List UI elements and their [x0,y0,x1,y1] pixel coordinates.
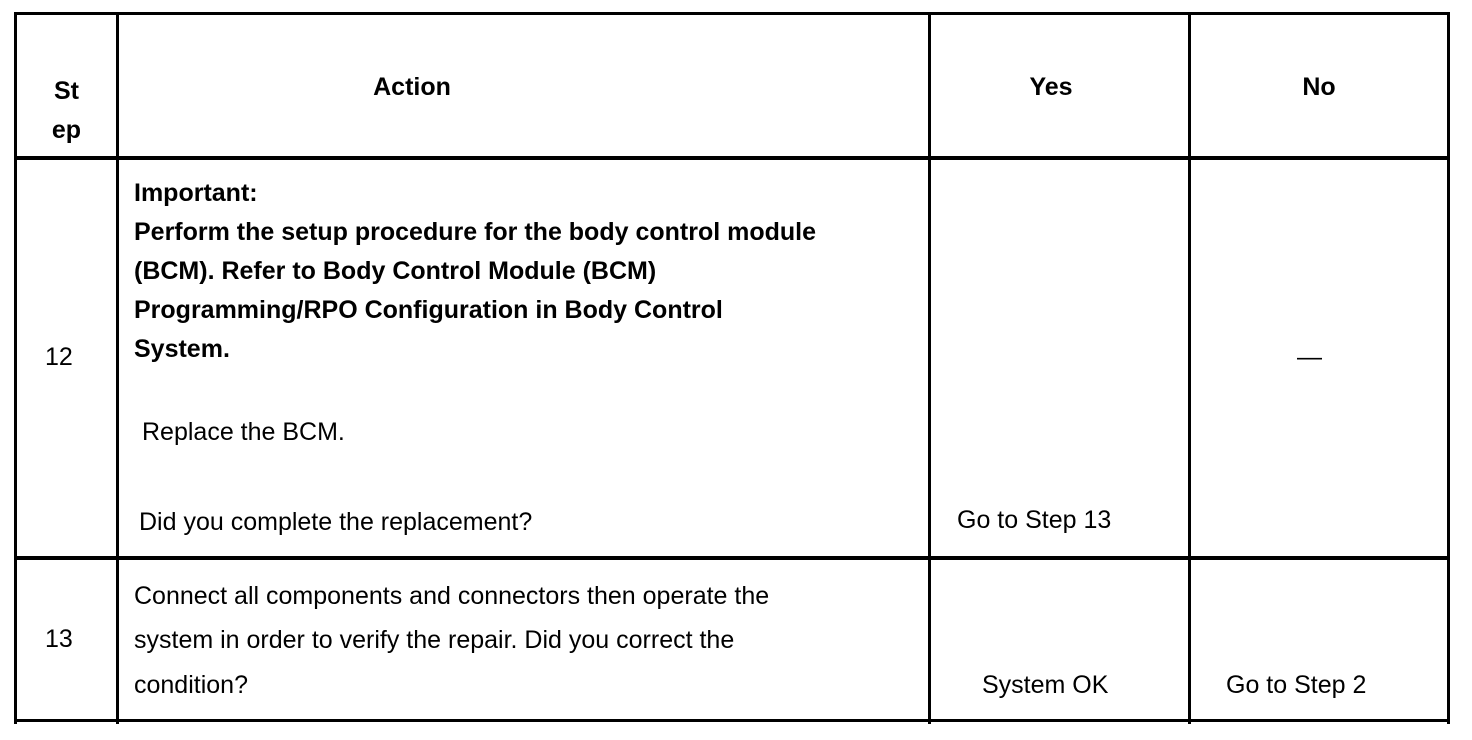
action-text-line: system in order to verify the repair. Did you correct the [134,626,735,654]
no-result-12: — [1297,343,1322,371]
important-label: Important: [134,179,258,207]
table-border-right [1447,12,1450,724]
header-step-line2: ep [51,116,82,144]
column-divider-yes-no [1188,12,1191,724]
important-text-line: System. [134,335,230,363]
header-separator [14,156,1450,160]
yes-result-13: System OK [982,671,1109,699]
yes-result-12: Go to Step 13 [957,506,1112,534]
important-text-line: Programming/RPO Configuration in Body Control [134,296,723,324]
no-result-13: Go to Step 2 [1226,671,1367,699]
instruction-text: Replace the BCM. [142,418,345,446]
column-divider-step-action [116,12,119,724]
header-action: Action [373,73,451,101]
header-step [17,72,116,150]
header-step-line1: St [54,77,79,105]
important-text-line: Perform the setup procedure for the body control module [134,218,817,246]
table-border-bottom [14,719,1450,722]
header-yes: Yes [1029,73,1073,101]
important-text-line: (BCM). Refer to Body Control Module (BCM) [134,257,657,285]
header-no: No [1302,73,1336,101]
action-text-line: condition? [134,671,248,699]
action-text-line: Connect all components and connectors then operate the [134,582,770,610]
step-number-13: 13 [45,625,73,653]
column-divider-action-yes [928,12,931,724]
step-number-12: 12 [45,343,73,371]
table-border-top [14,12,1450,15]
diagnostic-step-table [14,12,1450,724]
question-text: Did you complete the replacement? [139,508,533,536]
row-separator [14,556,1450,560]
